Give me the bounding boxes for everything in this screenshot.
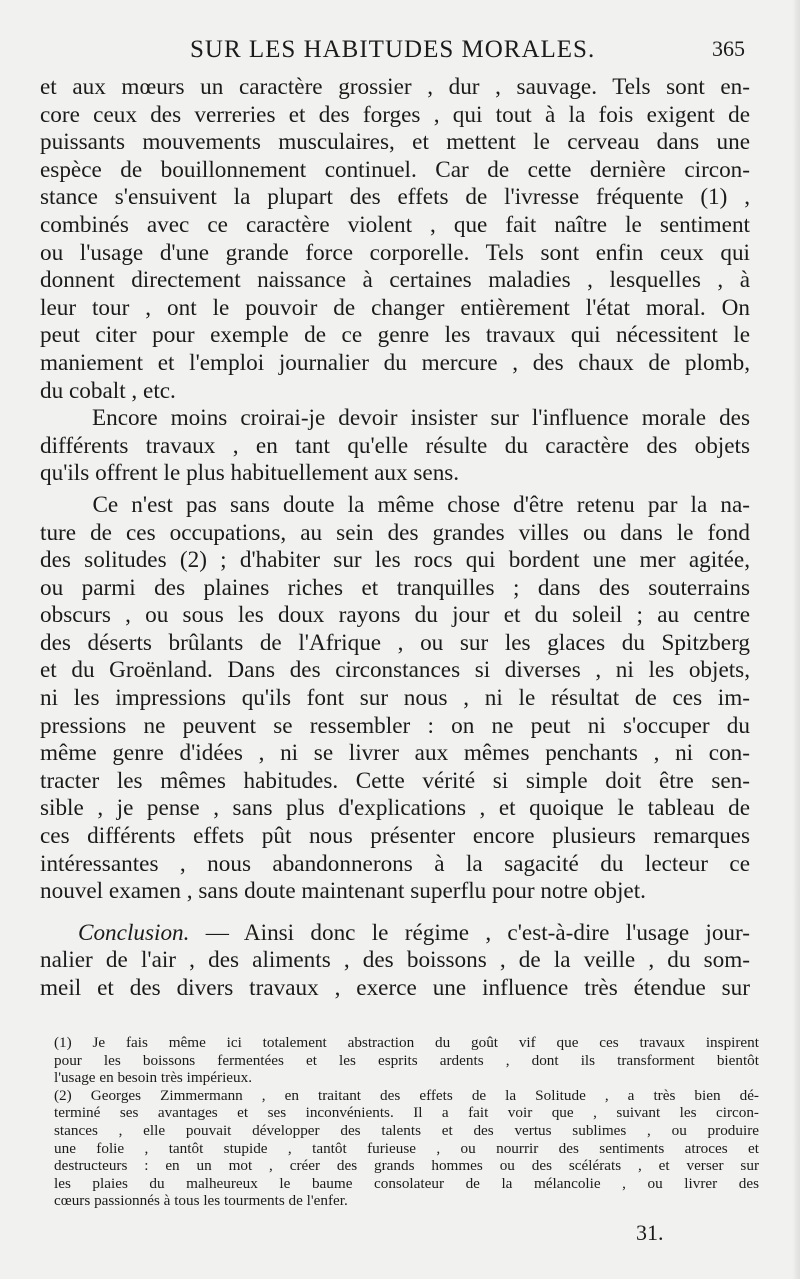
text-line: core ceux des verreries et des forges , qui tout à la fois exigent de	[40, 101, 750, 128]
footnote-line: (2) Georges Zimmermann , en traitant des effets de la Solitude , a très bien dé-	[54, 1086, 759, 1104]
text-line: nouvel examen , sans doute maintenant superflu pour notre objet.	[40, 878, 646, 905]
text-line: obscurs , ou sous les doux rayons du jour et du soleil ; au centre	[40, 602, 750, 629]
text-line: et du Groënland. Dans des circonstances si diverses , ni les objets,	[40, 657, 750, 684]
text-line: pressions ne peuvent se ressembler : on ne peut ni s'occuper du	[40, 712, 750, 739]
footnote-1	[54, 1034, 759, 1087]
footnote-line: stances , elle pouvait développer des talents et des vertus sublimes , ou produire	[54, 1121, 759, 1139]
text-line: même genre d'idées , ni se livrer aux mêmes penchants , ni con-	[40, 740, 750, 767]
paragraph	[40, 74, 750, 405]
text-line: et aux mœurs un caractère grossier , dur , sauvage. Tels sont en-	[40, 74, 750, 100]
signature-mark: 31.	[636, 1220, 664, 1245]
text-line: nalier de l'air , des aliments , des boissons , de la veille , du som-	[40, 947, 750, 974]
text-line: sible , je pense , sans plus d'explications , et quoique le tableau de	[40, 795, 750, 822]
page-edge-shadow	[792, 0, 800, 1279]
footnote-line: terminé ses avantages et ses inconvénients. Il a fait voir que , suivant les circon-	[54, 1104, 759, 1122]
text-line: des déserts brûlants de l'Afrique , ou sur les glaces du Spitzberg	[40, 629, 750, 656]
text-line: ni les impressions qu'ils font sur nous , ni le résultat de ces im-	[40, 685, 750, 712]
footnotes	[54, 1034, 759, 1210]
page-number: 365	[712, 36, 745, 61]
text-line: leur tour , ont le pouvoir de changer entièrement l'état moral. On	[40, 294, 750, 321]
text-line: Ce n'est pas sans doute la même chose d'être retenu par la na-	[40, 491, 750, 518]
footnote-line: destructeurs : en un mot , créer des grands hommes ou des scélérats , et verser sur	[54, 1157, 759, 1175]
text-line: peut citer pour exemple de ce genre les travaux qui nécessitent le	[40, 322, 750, 349]
text-line: donnent directement naissance à certaines maladies , lesquelles , à	[40, 267, 750, 294]
text-line: tracter les mêmes habitudes. Cette vérité si simple doit être sen-	[40, 767, 750, 794]
footnote-line: une folie , tantôt stupide , tantôt furieuse , ou nourrir des sentiments atroces et	[54, 1139, 759, 1157]
header-title: SUR LES HABITUDES MORALES.	[190, 36, 596, 63]
main-text	[40, 74, 750, 1003]
footnote-2	[54, 1087, 759, 1210]
text-line: combinés avec ce caractère violent , que fait naître le sentiment	[40, 211, 750, 238]
text-line: Encore moins croirai-je devoir insister sur l'influence morale des	[40, 405, 750, 432]
footnote-line: les plaies du malheureux le baume consolateur de la mélancolie , ou livrer des	[54, 1174, 759, 1192]
text-line: meil et des divers travaux , exerce une influence très étendue sur	[40, 975, 750, 1001]
text-line: ou l'usage d'une grande force corporelle. Tels sont enfin ceux qui	[40, 239, 750, 266]
text-line: intéressantes , nous abandonnerons à la sagacité du lecteur ce	[40, 850, 750, 877]
text-line: différents travaux , en tant qu'elle résulte du caractère des objets	[40, 432, 750, 459]
footnote-line: pour les boissons fermentées et les esprits ardents , dont ils transforment bientôt	[54, 1051, 759, 1069]
conclusion-lead: Conclusion.	[78, 919, 190, 946]
footnote-line: l'usage en besoin très impérieux.	[54, 1069, 253, 1087]
conclusion-text: — Ainsi donc le régime , c'est-à-dire l'usage jour-	[189, 919, 750, 946]
text-line	[40, 920, 750, 948]
text-line: ces différents effets pût nous présenter encore plusieurs remarques	[40, 823, 750, 850]
footnote-line: (1) Je fais même ici totalement abstraction du goût vif que ces travaux inspirent	[54, 1034, 759, 1051]
text-line: stance s'ensuivent la plupart des effets de l'ivresse fréquente (1) ,	[40, 184, 750, 211]
text-line: espèce de bouillonnement continuel. Car de cette dernière circon-	[40, 156, 750, 183]
running-header	[40, 34, 745, 74]
text-line: puissants mouvements musculaires, et mettent le cerveau dans une	[40, 129, 750, 156]
text-line: ou parmi des plaines riches et tranquilles ; dans des souterrains	[40, 574, 750, 601]
text-line: ture de ces occupations, au sein des grandes villes ou dans le fond	[40, 519, 750, 546]
paragraph	[40, 405, 750, 488]
paragraph	[40, 492, 750, 906]
text-line: des solitudes (2) ; d'habiter sur les rocs qui bordent une mer agitée,	[40, 547, 750, 574]
paragraph-conclusion	[40, 920, 750, 1003]
footnote-line: cœurs passionnés à tous les tourments de l'enfer.	[54, 1192, 348, 1210]
text-line: maniement et l'emploi journalier du mercure , des chaux de plomb,	[40, 349, 750, 376]
text-line: qu'ils offrent le plus habituellement aux sens.	[40, 460, 460, 487]
text-line: du cobalt , etc.	[40, 377, 176, 404]
